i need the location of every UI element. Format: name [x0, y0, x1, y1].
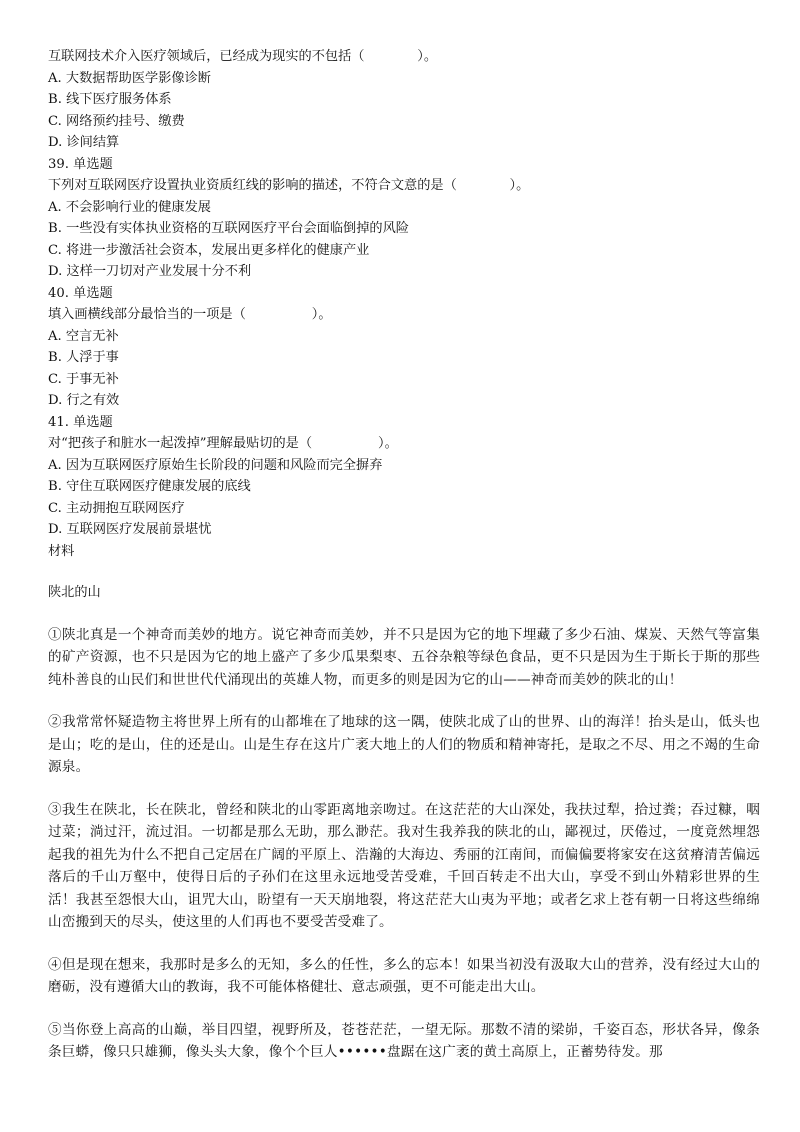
question-stem: 互联网技术介入医疗领域后，已经成为现实的不包括（ ）。 [48, 49, 438, 64]
question-stem: 下列对互联网医疗设置执业资质红线的影响的描述，不符合文意的是（ ）。 [48, 178, 530, 193]
question-header: 39. 单选题 [48, 156, 113, 172]
option-c: C. 网络预约挂号、缴费 [48, 113, 185, 129]
question-41 [48, 412, 760, 541]
passage-paragraph-5: ⑤当你登上高高的山巅，举目四望，视野所及，苍苍茫茫，一望无际。那数不清的梁峁，千姿百态，形状各异，像条条巨蟒，像只只雄狮，像头头大象，像个个巨人••••••盘踞在这广袤的黄土高原上，正蓄势待发。那 [48, 1021, 760, 1060]
question-39 [48, 154, 760, 283]
option-a: A. 空言无补 [48, 328, 119, 344]
passage-paragraph-2: ②我常常怀疑造物主将世界上所有的山都堆在了地球的这一隅，使陕北成了山的世界、山的海洋！抬头是山，低头也是山；吃的是山，住的还是山。山是生存在这片广袤大地上的人们的物质和精神寄托，是取之不尽、用之不竭的生命源泉。 [48, 714, 760, 775]
document-page [48, 46, 760, 1064]
question-stem: 填入画横线部分最恰当的一项是（ ）。 [48, 307, 332, 322]
question-38 [48, 46, 760, 154]
passage-paragraph-3: ③我生在陕北，长在陕北，曾经和陕北的山零距离地亲吻过。在这茫茫的大山深处，我扶过犁，拾过粪；吞过糠，咽过菜；淌过汗，流过泪。一切都是那么无助，那么渺茫。我对生我养我的陕北的山，鄙视过，厌倦过，一度竟然埋怨起我的祖先为什么不把自己定居在广阔的平原上、浩瀚的大海边、秀丽的江南间，而偏偏要将家安在这贫瘠清苦偏远落后的千山万壑中，使得日后的子孙们在这里永远地受苦受难，千回百转走不出大山，享受不到山外精彩世界的生活！我甚至怨恨大山，诅咒大山，盼望有一天天崩地裂，将这茫茫大山夷为平地；或者乞求上苍有朝一日将这些绵绵山峦搬到天的尽头，使这里的人们再也不要受苦受难了。 [48, 801, 760, 930]
question-header: 41. 单选题 [48, 414, 113, 430]
question-stem: 对“把孩子和脏水一起泼掉”理解最贴切的是（ ）。 [48, 436, 398, 451]
option-d: D. 行之有效 [48, 393, 120, 408]
option-b: B. 线下医疗服务体系 [48, 92, 172, 107]
option-a: A. 因为互联网医疗原始生长阶段的问题和风险而完全摒弃 [48, 457, 383, 473]
question-40 [48, 283, 760, 412]
option-b: B. 守住互联网医疗健康发展的底线 [48, 479, 251, 494]
material-label: 材料 [48, 543, 75, 559]
question-header: 40. 单选题 [48, 285, 113, 301]
passage-paragraph-4: ④但是现在想来，我那时是多么的无知，多么的任性，多么的忘本！如果当初没有汲取大山的营养，没有经过大山的磨砺，没有遵循大山的教诲，我不可能体格健壮、意志顽强，更不可能走出大山。 [48, 956, 760, 995]
option-d: D. 互联网医疗发展前景堪忧 [48, 522, 212, 537]
option-b: B. 一些没有实体执业资格的互联网医疗平台会面临倒掉的风险 [48, 221, 409, 236]
option-c: C. 主动拥抱互联网医疗 [48, 500, 185, 516]
option-c: C. 将进一步激活社会资本，发展出更多样化的健康产业 [48, 242, 370, 258]
option-a: A. 大数据帮助医学影像诊断 [48, 70, 211, 86]
material-section [48, 541, 760, 1064]
option-d: D. 这样一刀切对产业发展十分不利 [48, 264, 252, 279]
option-a: A. 不会影响行业的健康发展 [48, 199, 211, 215]
passage-title: 陕北的山 [48, 585, 101, 600]
option-c: C. 于事无补 [48, 371, 119, 387]
passage-paragraph-1: ①陕北真是一个神奇而美妙的地方。说它神奇而美妙，并不只是因为它的地下埋藏了多少石油、煤炭、天然气等富集的矿产资源，也不只是因为它的地上盛产了多少瓜果梨枣、五谷杂粮等绿色食品，更不只是因为生于斯长于斯的那些纯朴善良的山民们和世世代代涌现出的英雄人物，而更多的则是因为它的山——神奇而美妙的陕北的山！ [48, 626, 760, 688]
option-b: B. 人浮于事 [48, 350, 119, 365]
option-d: D. 诊间结算 [48, 135, 120, 150]
